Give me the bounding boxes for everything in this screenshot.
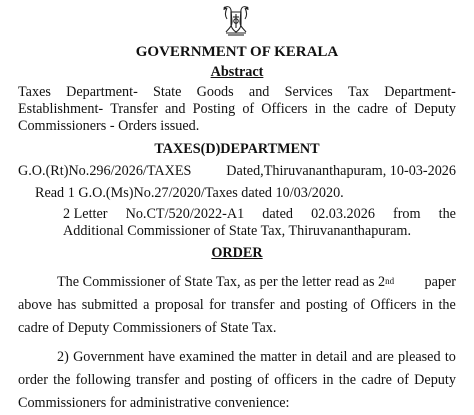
word: in: [314, 101, 326, 117]
word: 02.03.2026: [311, 206, 375, 222]
word: Establishment-: [18, 101, 104, 117]
reference-read-2-line-1: [63, 206, 456, 223]
abstract-line-1: [18, 84, 456, 101]
word: and: [184, 372, 206, 388]
word: Department-: [66, 84, 138, 100]
word: following: [75, 372, 131, 388]
word: of: [257, 372, 270, 388]
abstract-line-3: Commissioners - Orders issued.: [18, 118, 200, 134]
word: examined: [179, 349, 235, 365]
word: to: [444, 349, 456, 365]
word: in: [322, 372, 334, 388]
government-heading: GOVERNMENT OF KERALA: [135, 44, 339, 60]
word: has: [57, 297, 77, 313]
paragraph-2-line-2: [18, 372, 456, 389]
word: officers: [274, 372, 318, 388]
ordinal-superscript: nd: [385, 276, 395, 286]
paragraph-1-text-a: [57, 274, 394, 292]
word: have: [148, 349, 176, 365]
word: are: [376, 349, 394, 365]
word: Officers: [370, 297, 417, 313]
paragraph-1-text: The Commissioner of State Tax, as per the letter read as 2: [57, 274, 386, 290]
word: Government: [73, 349, 144, 365]
paragraph-1-line-2: [18, 297, 456, 314]
word: cadre: [361, 372, 392, 388]
word: the: [438, 206, 456, 222]
word: No.CT/520/2022-A1: [125, 206, 245, 222]
paragraph-1-line-3: cadre of Deputy Commissioners of State Tax.: [18, 320, 277, 336]
reference-read-2-line-2: Additional Commissioner of State Tax, Thiruvananthapuram.: [63, 223, 411, 239]
word: the: [332, 101, 351, 117]
word: Tax: [347, 84, 369, 100]
word: the: [238, 349, 256, 365]
word: submitted: [81, 297, 138, 313]
word: Officers: [261, 101, 308, 117]
word: Posting: [192, 101, 236, 117]
word: Goods: [196, 84, 234, 100]
go-number: G.O.(Rt)No.296/2026/TAXES: [18, 163, 192, 179]
word: posting: [210, 372, 252, 388]
word: Taxes: [18, 84, 51, 100]
word: Services: [284, 84, 333, 100]
word: dated: [262, 206, 293, 222]
word: pleased: [398, 349, 441, 365]
paragraph-2-line-3: Commissioners for administrative convenience:: [18, 395, 290, 411]
go-dated: Dated,Thiruvananthapuram, 10-03-2026: [226, 163, 456, 179]
paragraph-1-text-b: paper: [424, 274, 456, 290]
reference-read-1: Read 1 G.O.(Ms)No.27/2020/Taxes dated 10/03/2020.: [35, 185, 344, 201]
word: for: [209, 297, 226, 313]
word: order: [18, 372, 48, 388]
word: posting: [305, 297, 348, 313]
word: Deputy: [414, 372, 456, 388]
word: Transfer: [110, 101, 158, 117]
word: and: [279, 297, 301, 313]
word: in: [422, 297, 434, 313]
word: matter: [260, 349, 297, 365]
word: in: [300, 349, 312, 365]
word: 2 Letter: [63, 206, 108, 222]
word: of: [397, 372, 409, 388]
word: and: [351, 349, 373, 365]
word: cadre: [357, 101, 389, 117]
word: the: [338, 372, 357, 388]
word: and: [164, 101, 186, 117]
abstract-line-2: [18, 101, 456, 118]
word: transfer: [231, 297, 275, 313]
word: a: [143, 297, 150, 313]
abstract-heading: Abstract: [210, 64, 264, 80]
word: Deputy: [414, 101, 456, 117]
word: from: [392, 206, 421, 222]
word: of: [353, 297, 365, 313]
kerala-state-emblem-icon: [218, 2, 254, 38]
word: the: [438, 297, 456, 313]
department-heading: TAXES(D)DEPARTMENT: [154, 141, 320, 157]
word: detail: [315, 349, 348, 365]
word: State: [153, 84, 182, 100]
word: proposal: [154, 297, 204, 313]
word: 2): [57, 349, 69, 365]
go-number-line: [18, 163, 456, 180]
word: of: [395, 101, 408, 117]
word: and: [248, 84, 270, 100]
order-heading: ORDER: [211, 245, 263, 261]
word: of: [242, 101, 255, 117]
word: transfer: [136, 372, 180, 388]
paragraph-1-line-1: [57, 274, 456, 292]
word: Department-: [384, 84, 456, 100]
word: the: [53, 372, 71, 388]
paragraph-2-line-1: [57, 349, 456, 366]
word: above: [18, 297, 52, 313]
